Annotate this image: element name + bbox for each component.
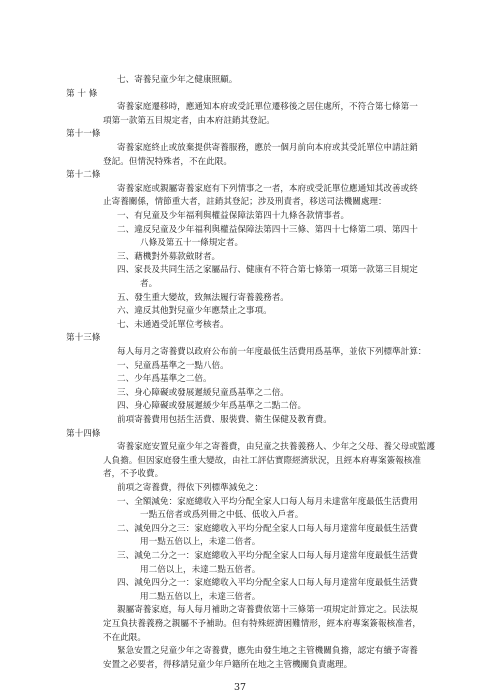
list-item: 四、減免四分之一：家庭總收入平均分配全家人口每人每月達當年度最低生活費 xyxy=(117,578,418,589)
text-line: 親屬寄養家庭，每人每月補助之寄養費依第十三條第一項規定計算定之。民法規 xyxy=(117,605,418,616)
list-item: 五、發生重大變故，致無法履行寄養義務者。 xyxy=(117,292,289,303)
article-label: 第十四條 xyxy=(66,428,101,439)
text-line: 止寄養關係，情節重大者，註銷其登記；涉及刑責者，移送司法機關處理： xyxy=(103,197,387,208)
list-item: 三、身心障礙或發展遲緩兒童爲基準之二倍。 xyxy=(117,387,289,398)
list-item: 三、藉機對外募款斂財者。 xyxy=(117,251,221,262)
list-item: 二、少年爲基準之二倍。 xyxy=(117,374,212,385)
list-item-continuation: 用一點五倍以上，未達二倍者。 xyxy=(140,537,261,548)
text-line: 寄養家庭終止或放棄提供寄養服務，應於一個月前向本府或其受託單位申請註銷 xyxy=(117,143,418,153)
list-item-continuation: 一點五倍者或爲列冊之中低、低收入戶者。 xyxy=(140,510,304,521)
list-item: 一、有兒童及少年福利與權益保障法第四十九條各款情事者。 xyxy=(117,211,350,221)
text-line: 寄養家庭遷移時，應通知本府或受託單位遷移後之居住處所，不符合第七條第一 xyxy=(117,102,418,113)
text-line: 七、寄養兒童少年之健康照顧。 xyxy=(117,75,238,85)
list-item-continuation: 用二點五倍以上，未達三倍者。 xyxy=(140,591,261,602)
text-line: 人負擔。但因家庭發生重大變故，由社工評估實際經濟狀況，且經本府專案簽報核准 xyxy=(103,455,421,466)
text-line: 定互負扶養義務之親屬不予補助。但有特殊經濟困難情形，經本府專案簽報核准者， xyxy=(103,619,421,629)
list-item: 六、違反其他對兒童少年應禁止之事項。 xyxy=(117,306,272,317)
article-label: 第十三條 xyxy=(66,333,101,344)
list-item: 二、減免四分之三：家庭總收入平均分配全家人口每人每月達當年度最低生活費 xyxy=(117,523,418,534)
text-line: 項第一款第五目規定者，由本府註銷其登記。 xyxy=(103,115,275,126)
text-line: 不在此限。 xyxy=(103,632,146,643)
text-line: 每人每月之寄養費以政府公布前一年度最低生活費用爲基準，並依下列標準計算： xyxy=(117,347,427,357)
list-item: 一、兒童爲基準之一點八倍。 xyxy=(117,360,229,371)
list-item-continuation: 者。 xyxy=(140,279,158,289)
list-item: 七、未通過受託單位考核者。 xyxy=(117,319,229,330)
text-line: 寄養家庭安置兒童少年之寄養費，由兒童之扶養義務人、少年之父母、養父母或監護 xyxy=(117,442,435,453)
list-item: 三、減免二分之一：家庭總收入平均分配全家人口每人每月達當年度最低生活費 xyxy=(117,551,418,561)
article-label: 第 十 條 xyxy=(66,88,98,99)
list-item: 一、全額減免：家庭總收入平均分配全家人口每人每月未達當年度最低生活費用 xyxy=(117,496,418,507)
text-line: 緊急安置之兒童少年之寄養費，應先由發生地之主管機關負擔，認定有續予寄養 xyxy=(117,646,418,657)
list-item: 四、身心障礙或發展遲緩少年爲基準之二點二倍。 xyxy=(117,401,307,412)
text-line: 登記。但情況特殊者，不在此限。 xyxy=(103,156,232,167)
list-item: 四、家長及共同生活之家屬品行、健康有不符合第七條第一項第一款第三目規定 xyxy=(117,265,418,276)
text-line: 前項之寄養費，得依下列標準減免之： xyxy=(117,483,264,493)
text-line: 者，不予收費。 xyxy=(103,469,164,480)
text-line: 安置之必要者，得移請兒童少年戶籍所在地之主管機關負責處理。 xyxy=(103,659,353,670)
text-line: 寄養家庭或親屬寄養家庭有下列情事之一者，本府或受託單位應通知其改善或終 xyxy=(117,183,418,194)
list-item-continuation: 八條及第五十一條規定者。 xyxy=(140,238,244,249)
article-label: 第十二條 xyxy=(66,170,101,181)
article-label: 第十一條 xyxy=(66,129,101,140)
page-number: 37 xyxy=(233,682,247,693)
list-item-continuation: 用二倍以上，未達二點五倍者。 xyxy=(140,564,261,575)
list-item: 二、違反兒童及少年福利與權益保障法第四十三條、第四十七條第二項、第四十 xyxy=(117,224,418,235)
text-line: 前項寄養費用包括生活費、服裝費、衛生保健及教育費。 xyxy=(117,415,332,425)
